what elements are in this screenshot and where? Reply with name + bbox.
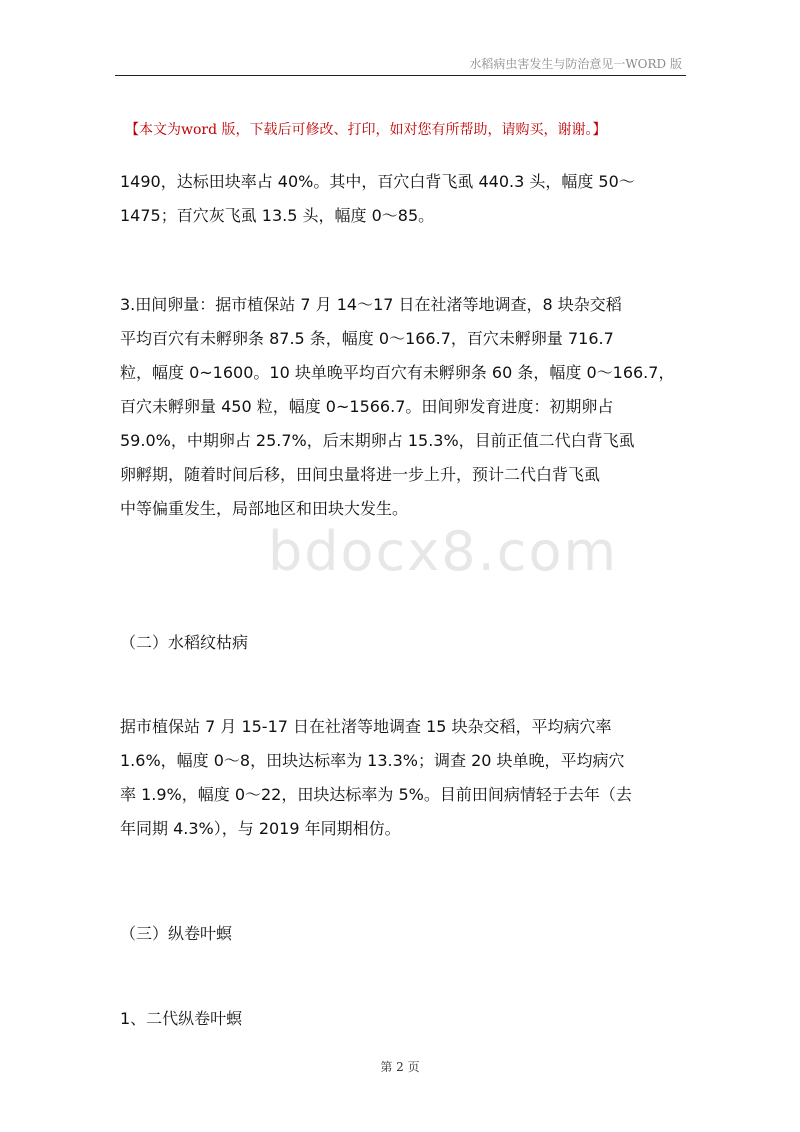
text-line: 3.田间卵量：据市植保站 7 月 14～17 日在社渚等地调查，8 块杂交稻 [120,295,622,314]
heading-second-gen-leaf-roller: 1、二代纵卷叶螟 [120,1009,243,1028]
paragraph-egg-count [120,288,686,526]
heading-leaf-roller: （三）纵卷叶螟 [120,924,233,943]
text-line: 粒，幅度 0~1600。10 块单晚平均百穴有未孵卵条 60 条，幅度 0～166.7， [120,363,675,382]
paragraph-sheath-blight [120,710,686,846]
text-line: 率 1.9%，幅度 0～22，田块达标率为 5%。目前田间病情轻于去年（去 [120,785,632,804]
header-divider [115,75,686,76]
text-line: 平均百穴有未孵卵条 87.5 条，幅度 0～166.7，百穴未孵卵量 716.7 [120,329,614,348]
text-line: 百穴未孵卵量 450 粒，幅度 0~1566.7。田间卵发育进度：初期卵占 [120,397,614,416]
heading-sheath-blight: （二）水稻纹枯病 [120,633,249,652]
page-number: 第 2 页 [380,1060,420,1074]
text-line: 中等偏重发生，局部地区和田块大发生。 [120,499,409,518]
text-line: 卵孵期，随着时间后移，田间虫量将进一步上升，预计二代白背飞虱 [120,465,601,484]
watermark: bdocx8.com [268,520,619,583]
paragraph-planthopper-density [120,165,686,233]
text-line: 1475；百穴灰飞虱 13.5 头，幅度 0～85。 [120,206,435,225]
text-line: 1.6%，幅度 0～8，田块达标率为 13.3%；调查 20 块单晚，平均病穴 [120,751,625,770]
text-line: 59.0%，中期卵占 25.7%，后末期卵占 15.3%，目前正值二代白背飞虱 [120,431,635,450]
text-line: 1490，达标田块率占 40%。其中，百穴白背飞虱 440.3 头，幅度 50～ [120,172,635,191]
text-line: 据市植保站 7 月 15-17 日在社渚等地调查 15 块杂交稻，平均病穴率 [120,717,612,736]
text-line: 年同期 4.3%），与 2019 年同期相仿。 [120,819,401,838]
running-header-title: 水稻病虫害发生与防治意见一WORD 版 [469,57,682,71]
download-notice: 【本文为word 版，下载后可修改、打印，如对您有所帮助，请购买，谢谢。】 [125,122,607,138]
